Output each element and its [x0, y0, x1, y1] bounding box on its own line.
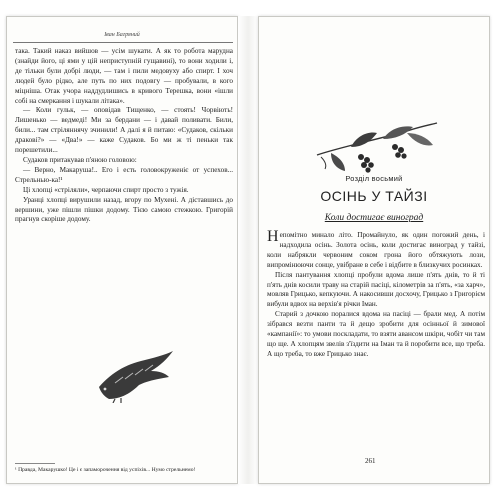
footnote: ¹ Правда, Макарушко! Це і є запаморочення від успіхів... Нумо стрельнемо!: [15, 467, 196, 473]
running-head: Іван Багряний: [104, 32, 140, 38]
paragraph: Після пантування хлопці пробули вдома лише п'ять днів, то й ті п'ять днів косили траву на старій пасіці, кілометрів за п'ять, «за харч», мовляв Грицько, кепкуючи. А накосивши досхочу, Грицько з Григорієм вибули вдвох на верхів'я річки Іман.: [267, 270, 485, 309]
paragraph: Старий з дочкою поралися вдома на пасіці — брали мед. А потім зібрався везти панти та й дещо зробити для осінньої й зимової «кампанії»: то умови поскладати, то взяти авансом шкіри, чобіт чи там що ще. А хлопцям звелів з'їздити на Іман та й поробити все, що треба. А що треба, то вже Грицько знає.: [267, 310, 485, 358]
chapter-subtitle: Коли достигає виноград: [324, 213, 424, 223]
book-gutter: [238, 16, 258, 484]
first-paragraph: [267, 228, 485, 271]
paragraph: Уранці хлопці вирушили назад, вгору по Мухені. А діставшись до вершини, уже пішли пішки додому. Тією самою стежкою. Григорій прагнув скоріше додому.: [15, 195, 233, 224]
drop-cap: Н: [267, 228, 279, 245]
left-body-text: [15, 47, 233, 225]
right-page: [258, 16, 490, 484]
paragraph: Судаков притакував п'яною головою:: [23, 155, 137, 164]
first-paragraph-text: епомітно минало літо. Промайнуло, як один погожий день, і надходила осінь. Золота осінь, коли достигає виноград у тайзі, коли набрякли червоним соком грона його обтяжують лози, випромінюючи сонце, увібране в себе і відбите в близкучих росинках.: [267, 231, 485, 269]
bird-illustration: [95, 347, 177, 403]
paragraph: — Верно, Макаруша!.. Его і есть головокруженіє от успехов... Стрельнью-ка!¹: [15, 165, 233, 184]
footnote-rule: [15, 463, 55, 464]
branch-illustration: [311, 117, 441, 173]
page-number: 261: [365, 457, 376, 465]
paragraph: така. Такий наказ вийшов — усім шукати. А як то робота марудна (знайди його, ці ями у цій неприступній гущавині), то вони ходили і, де тільки були добрі люди, — там і пили медовуху або спирт. І хоч людей було рідко, але путь по них подовгу — пробували, в кого міцніша. Отак учора наддудлишись в кривого Терешка, вони «ішли собі на смеркання і шукали літака».: [15, 47, 233, 105]
running-head-rule: [13, 42, 233, 43]
chapter-title: ОСІНЬ У ТАЙЗІ: [320, 188, 428, 204]
paragraph: Ці хлопці «стріляли», черпаючи спирт просто з тужія.: [23, 185, 189, 194]
right-body-text: [267, 228, 485, 360]
left-page: [6, 16, 238, 484]
paragraph: — Коли гульк, — оповідав Тищенко, — стоять! Чорвіють! Лишенько — ведмеді! Ми за бердани — і давай поливати. Били, били... там стріляннячу зчинили! А далі я й питаю: «Судаков, скільки дракові?» — «Два!» — каже Судаков. Бо ми ж ті пеньки так порешетили...: [15, 106, 233, 155]
section-label: Розділ восьмий: [345, 174, 403, 183]
